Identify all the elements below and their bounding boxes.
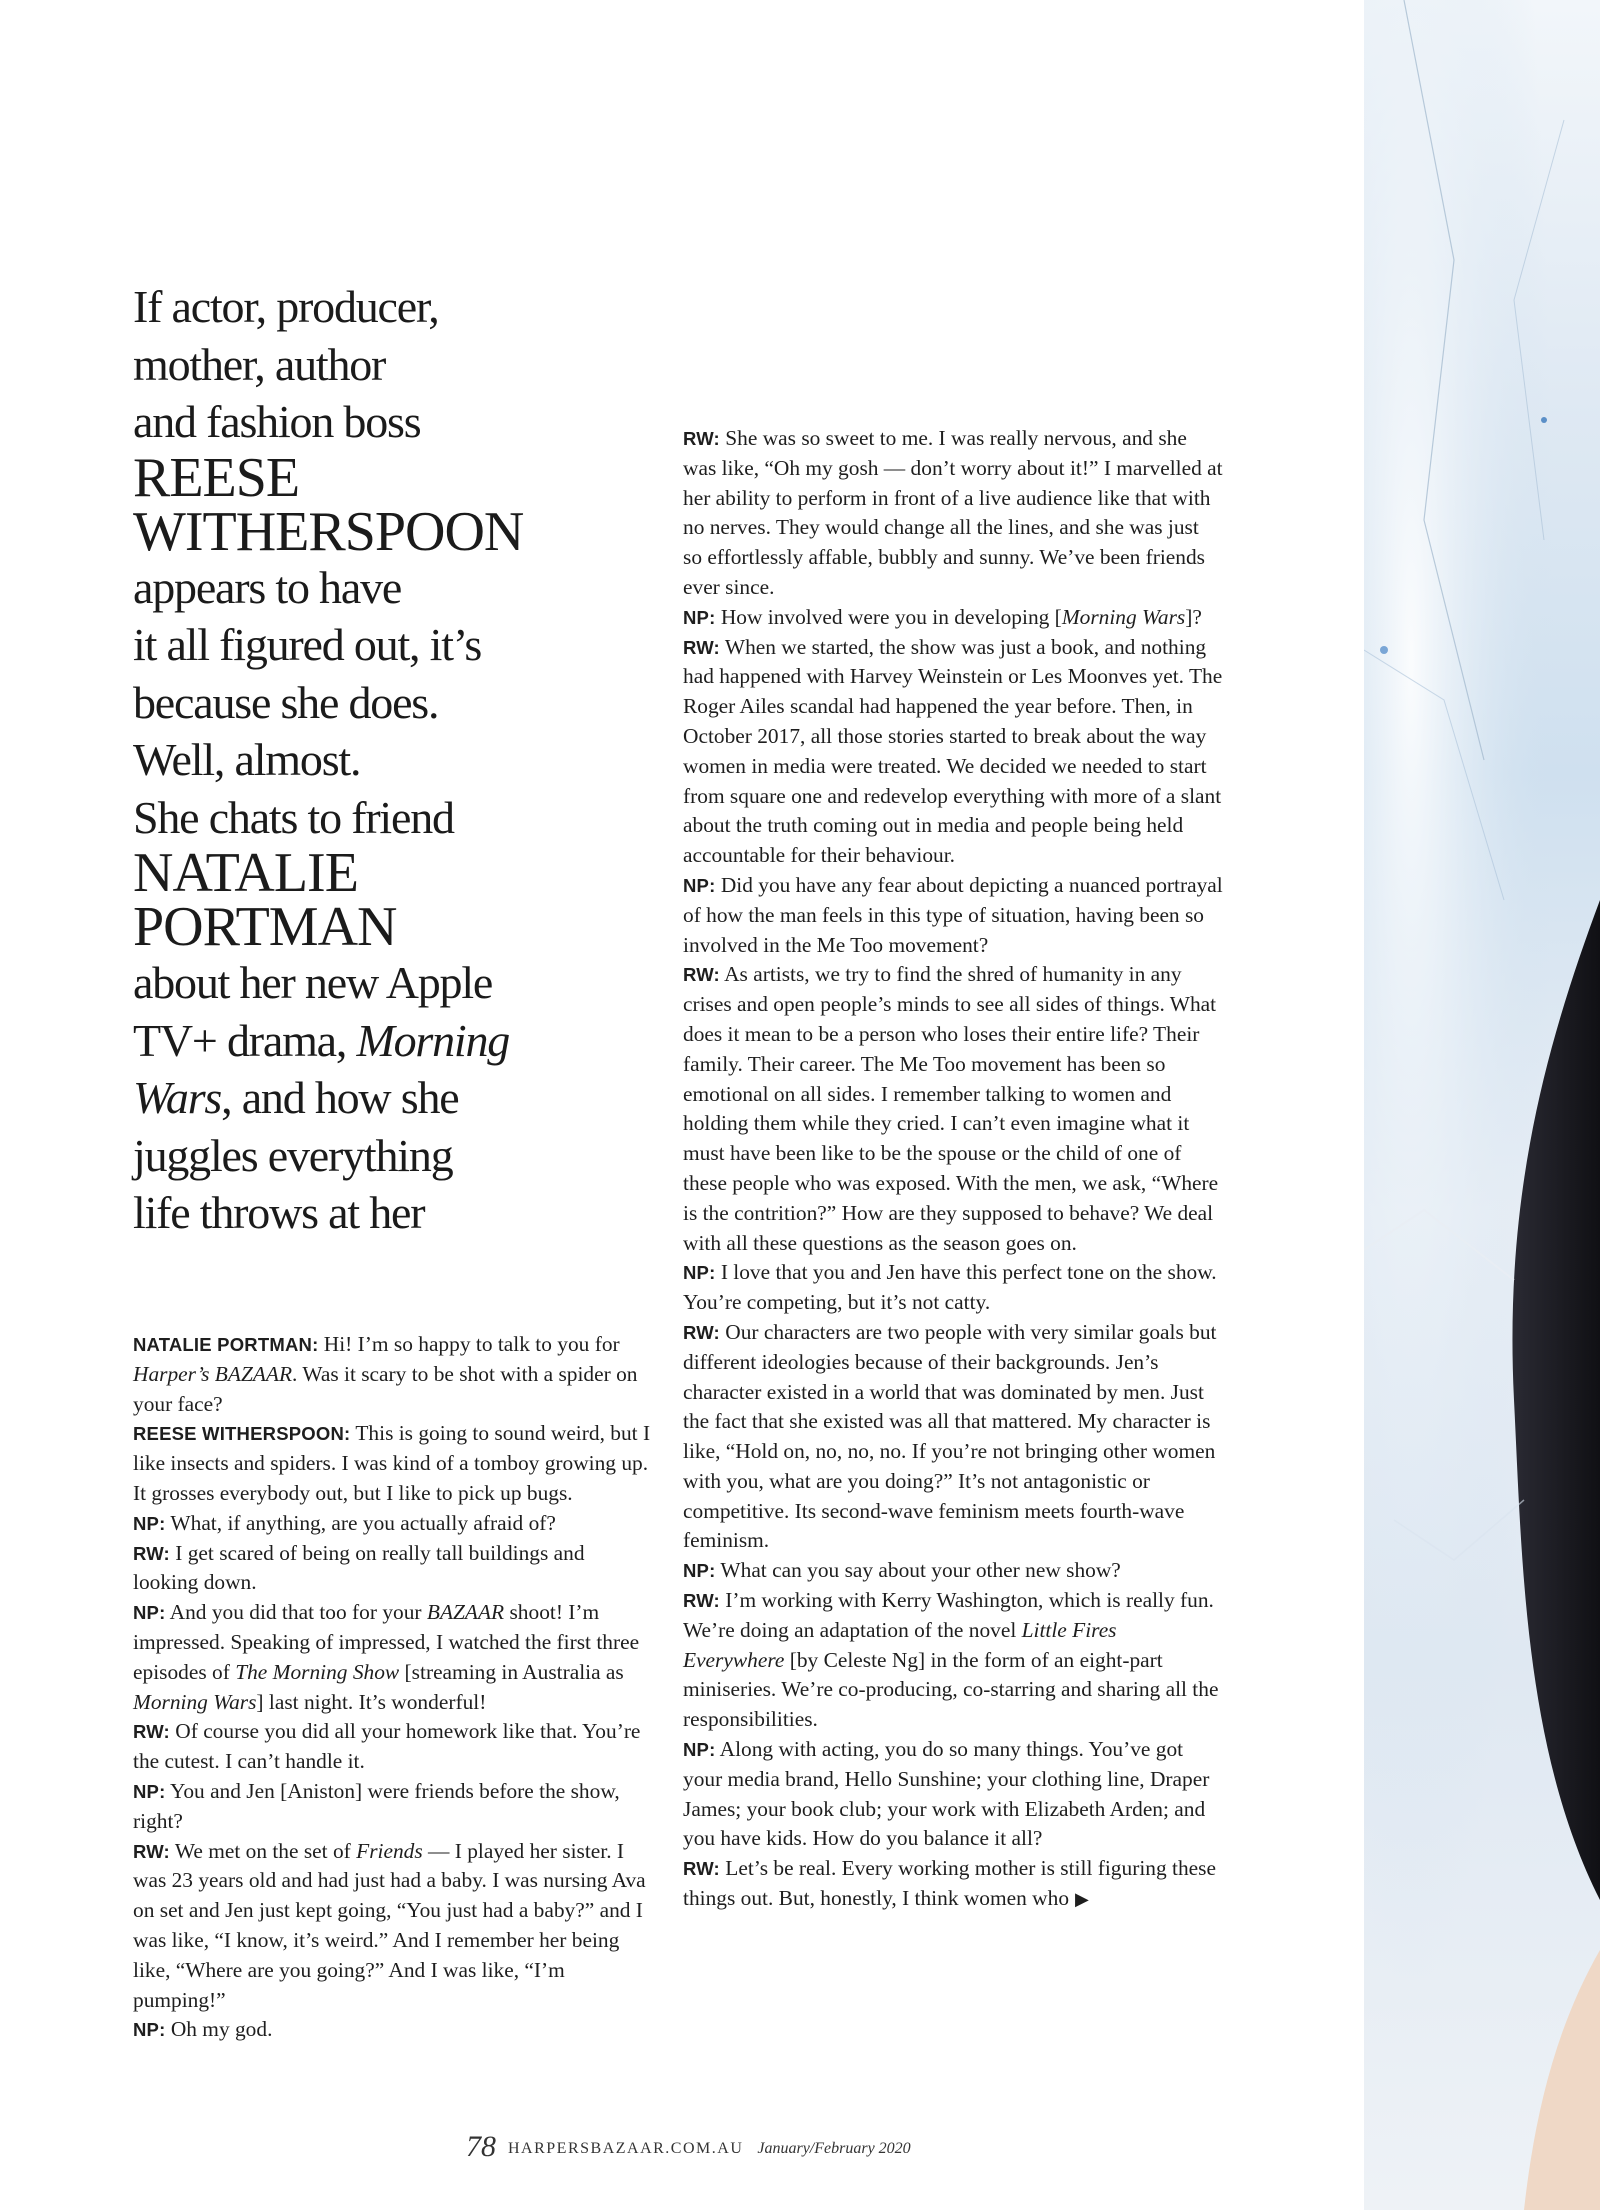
interview-paragraph — [683, 960, 1223, 1258]
standfirst-line: Well, almost. — [133, 734, 361, 785]
interview-text: I love that you and Jen have this perfect tone on the show. You’re competing, but it’s not catty. — [683, 1260, 1217, 1315]
italic-title: Friends — [356, 1838, 423, 1863]
interviewer-name: NATALIE — [133, 842, 358, 904]
interview-text: I’m working with Kerry Washington, which is really fun. We’re doing an adaptation of the novel — [683, 1588, 1214, 1642]
speaker-label: RW: — [683, 1321, 720, 1343]
standfirst-line: life throws at her — [133, 1187, 425, 1238]
interview-text: . Was it scary to be shot with a spider on your face? — [133, 1361, 638, 1416]
interview-paragraph — [683, 1586, 1223, 1735]
interview-paragraph — [133, 1598, 653, 1717]
interview-text: And you did that too for your — [165, 1600, 427, 1625]
interview-paragraph — [683, 1735, 1223, 1854]
interview-paragraph — [133, 1330, 653, 1419]
speaker-label: RW: — [683, 636, 720, 658]
speaker-label: RW: — [683, 1858, 720, 1880]
italic-title: Morning Wars — [133, 1689, 257, 1714]
interview-column-left — [133, 1330, 653, 2045]
issue-date: January/February 2020 — [757, 2140, 911, 2157]
standfirst — [133, 278, 653, 1242]
speaker-label: NP: — [133, 1602, 166, 1624]
interview-text: What, if anything, are you actually afraid of? — [165, 1510, 556, 1535]
page-footer — [466, 2130, 986, 2164]
speaker-label: REESE WITHERSPOON: — [133, 1423, 351, 1445]
interviewer-name: PORTMAN — [133, 896, 397, 958]
speaker-label: NATALIE PORTMAN: — [133, 1334, 319, 1355]
speaker-label: RW: — [683, 1590, 720, 1612]
italic-title: The Morning Show — [235, 1659, 400, 1684]
interview-paragraph — [683, 1556, 1223, 1586]
standfirst-line: appears to have — [133, 561, 402, 613]
page-number: 78 — [466, 2130, 496, 2163]
show-title: Wars — [133, 1072, 222, 1123]
italic-title: Harper’s BAZAAR — [133, 1361, 293, 1386]
subject-name: REESE — [133, 446, 300, 509]
standfirst-line: juggles everything — [133, 1129, 453, 1181]
interview-text: ] last night. It’s wonderful! — [256, 1689, 487, 1714]
interview-paragraph — [683, 633, 1223, 871]
italic-title: BAZAAR — [426, 1600, 505, 1625]
speaker-label: RW: — [683, 428, 720, 449]
speaker-label: RW: — [133, 1840, 170, 1862]
interview-text: You and Jen [Aniston] were friends before the show, right? — [133, 1778, 620, 1833]
interview-paragraph — [133, 1419, 653, 1508]
interview-paragraph — [683, 871, 1223, 960]
interview-text: Did you have any fear about depicting a nuanced portrayal of how the man feels in this type of situation, having been so involved in the Me Too movement? — [683, 872, 1223, 957]
interview-text: ]? — [1185, 604, 1202, 629]
standfirst-line: because she does. — [133, 676, 439, 728]
show-title: Morning — [356, 1014, 510, 1066]
interview-text: She was so sweet to me. I was really nervous, and she was like, “Oh my gosh — don’t worry about it!” I marvelled at her ability to perform in front of a live audience like that with no nerves. They would change all the lines, and she was just so effortlessly affable, bubbly and sunny. We’ve been friends ever since. — [683, 426, 1223, 599]
standfirst-line: and fashion boss — [133, 396, 421, 447]
interview-text: How involved were you in developing [ — [715, 604, 1062, 629]
standfirst-line: it all figured out, it’s — [133, 619, 482, 670]
speaker-label: NP: — [683, 606, 716, 628]
speaker-label: NP: — [133, 1512, 166, 1534]
interview-text: — I played her sister. I was 23 years old and had just had a baby. I was nursing Ava on set and Jen just kept going, “You just had a baby?” and I was like, “I know, it’s weird.” And I remember her being like, “Where are you going?” And I was like, “I’m pumping!” — [133, 1838, 646, 2012]
interview-text: Let’s be real. Every working mother is still figuring these things out. But, honestly, I think women who — [683, 1856, 1216, 1911]
standfirst-line — [133, 1012, 653, 1070]
speaker-label: NP: — [683, 1262, 716, 1284]
standfirst-line: If actor, producer, — [133, 281, 439, 332]
interview-text: As artists, we try to find the shred of humanity in any crises and open people’s minds to see all sides of things. What does it mean to be a person who loses their entire life? Their family. Their career. The Me Too movement has been so emotional on all sides. I remember talking to women and holding them while they cried. I can’t even imagine what it must have been like to be the spouse or the child of one of these people who was exposed. With the men, we ask, “Where is the contrition?” How are they supposed to behave? We deal with all these questions as the season goes on. — [683, 962, 1219, 1255]
interview-text: I get scared of being on really tall buildings and looking down. — [133, 1540, 585, 1595]
interview-paragraph — [133, 1777, 653, 1837]
speaker-label: NP: — [683, 1560, 716, 1582]
standfirst-line: mother, author — [133, 338, 386, 390]
speaker-label: NP: — [133, 1780, 166, 1802]
continue-arrow-icon: ▶ — [1075, 1889, 1089, 1910]
standfirst-line: She chats to friend — [133, 791, 454, 843]
speaker-label: NP: — [683, 1739, 716, 1761]
interview-text: We met on the set of — [169, 1838, 357, 1863]
interview-column-right — [683, 424, 1223, 1915]
interview-paragraph — [133, 2015, 653, 2045]
interview-text: Hi! I’m so happy to talk to you for — [318, 1332, 620, 1356]
standfirst-fragment: TV+ drama, — [133, 1014, 357, 1066]
photo-edge-image — [1364, 0, 1600, 2210]
standfirst-line — [133, 1069, 653, 1127]
interview-text: [by Celeste Ng] in the form of an eight-part miniseries. We’re co-producing, co-starring and sharing all the responsibilities. — [683, 1647, 1219, 1732]
interview-text: Of course you did all your homework like that. You’re the cutest. I can’t handle it. — [133, 1719, 641, 1774]
interview-text: [streaming in Australia as — [399, 1659, 624, 1684]
speaker-label: RW: — [683, 964, 720, 986]
interview-paragraph — [683, 1318, 1223, 1556]
interview-text: When we started, the show was just a book, and nothing had happened with Harvey Weinstein or Les Moonves yet. The Roger Ailes scandal had happened the year before. Then, in October 2017, all those stories started to break about the way women in media were treated. We decided we needed to start from square one and redevelop everything with more of a slant about the truth coming out in media and people being held accountable for their behaviour. — [683, 634, 1223, 868]
italic-title: Little Fires Everywhere — [683, 1617, 1117, 1672]
cover-photo-edge — [1364, 0, 1600, 2210]
interview-text: What can you say about your other new show? — [715, 1558, 1121, 1583]
interview-paragraph — [683, 1258, 1223, 1318]
standfirst-line: about her new Apple — [133, 957, 493, 1008]
interview-paragraph — [133, 1539, 653, 1599]
website-url: HARPERSBAZAAR.COM.AU — [508, 2140, 744, 2157]
interview-text: shoot! I’m impressed. Speaking of impressed, I watched the first three episodes of — [133, 1600, 640, 1684]
speaker-label: RW: — [133, 1721, 170, 1743]
interview-paragraph — [683, 1854, 1223, 1915]
interview-paragraph — [683, 424, 1223, 603]
interview-paragraph — [133, 1837, 653, 2016]
standfirst-fragment: , and how she — [221, 1072, 459, 1123]
interview-paragraph — [133, 1509, 653, 1539]
italic-title: Morning Wars — [1061, 604, 1186, 629]
speaker-label: NP: — [133, 2019, 166, 2041]
interview-paragraph — [683, 603, 1223, 633]
speaker-label: NP: — [683, 874, 716, 896]
interview-paragraph — [133, 1717, 653, 1777]
interview-text: This is going to sound weird, but I like insects and spiders. I was kind of a tomboy growing up. It grosses everybody out, but I like to pick up bugs. — [133, 1421, 651, 1505]
interview-text: Oh my god. — [165, 2017, 273, 2042]
interview-text: Along with acting, you do so many things. You’ve got your media brand, Hello Sunshine; your clothing line, Draper James; your book club; your work with Elizabeth Arden; and you have kids. How do you balance it all? — [683, 1737, 1210, 1851]
speaker-label: RW: — [133, 1542, 170, 1564]
subject-name: WITHERSPOON — [133, 500, 524, 563]
interview-text: Our characters are two people with very similar goals but different ideologies because of their backgrounds. Jen’s character existed in a world that was dominated by men. Just the fact that she existed was all that mattered. My character is like, “Hold on, no, no, no. If you’re not bringing other women with you, what are you doing?” It’s not antagonistic or competitive. Its second-wave feminism meets fourth-wave feminism. — [683, 1319, 1217, 1553]
